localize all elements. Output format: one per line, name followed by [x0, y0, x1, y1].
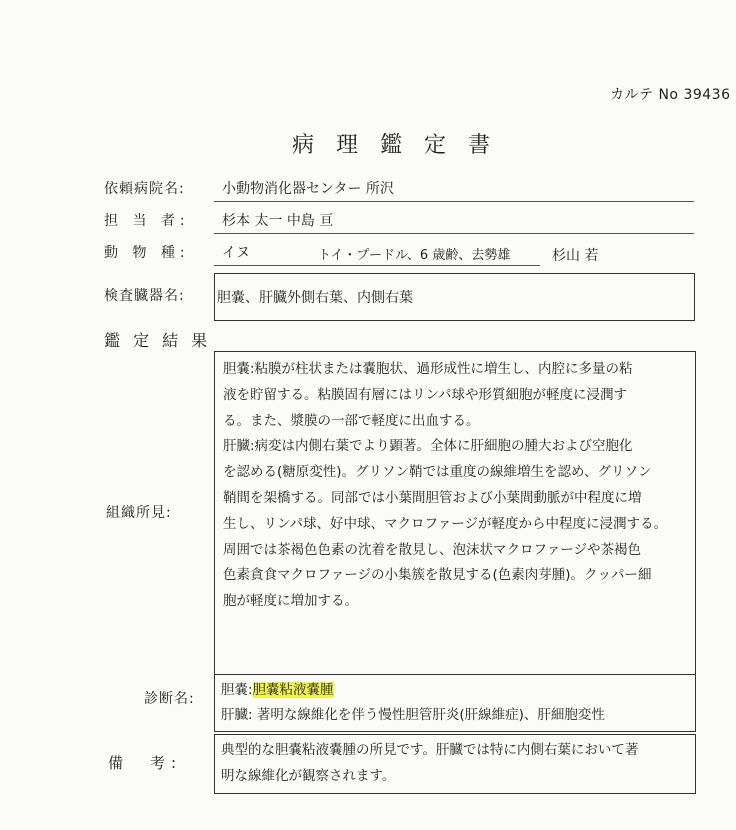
histology-line: 周囲では茶褐色色素の沈着を散見し、泡沫状マクロファージや茶褐色 — [223, 541, 641, 558]
diagnosis-box — [214, 674, 696, 732]
hospital-label: 依頼病院名: — [104, 181, 185, 197]
animal-detail: トイ・プードル、6 歳齢、去勢雄 — [318, 248, 511, 263]
owner-name: 杉山 若 — [552, 248, 599, 264]
doctor-label: 担 当 者: — [104, 213, 190, 229]
organ-box — [214, 273, 695, 321]
chart-number: カルテ No 39436 — [610, 87, 731, 103]
diagnosis-gallbladder — [221, 678, 695, 703]
organ-label: 検査臓器名: — [104, 288, 185, 304]
histology-line: 胆嚢:粘膜が柱状または嚢胞状、過形成性に増生し、内腔に多量の粘 — [223, 361, 633, 377]
doctor-underline — [214, 233, 694, 234]
hospital-underline — [214, 201, 694, 202]
histology-label: 組織所見: — [106, 505, 172, 521]
histology-line: 生し、リンパ球、好中球、マクロファージが軽度から中程度に浸潤する。 — [223, 515, 668, 532]
histology-line: を認める(糖原変性)。グリソン鞘では重度の線維増生を認め、グリソン — [223, 464, 652, 481]
histology-line: 胞が軽度に増加する。 — [223, 593, 358, 610]
document-title: 病理鑑定書 — [292, 133, 513, 158]
histology-line: 液を貯留する。粘膜固有層にはリンパ球や形質細胞が軽度に浸潤す — [223, 386, 628, 403]
histology-box — [214, 351, 696, 675]
hospital-value: 小動物消化器センター 所沢 — [222, 181, 394, 197]
diagnosis-gb-prefix: 胆嚢: — [221, 682, 253, 698]
doctor-value: 杉本 太一 中島 亘 — [222, 213, 334, 229]
species-label: 動 物 種: — [104, 245, 190, 261]
results-heading: 鑑 定 結 果 — [104, 331, 212, 350]
organ-value: 胆嚢、肝臓外側右葉、内側右葉 — [217, 290, 413, 306]
diagnosis-gb-value: 胆嚢粘液嚢腫 — [252, 682, 334, 698]
histology-line: る。また、漿膜の一部で軽度に出血する。 — [223, 412, 480, 429]
remarks-line: 明な線維化が観察されます。 — [221, 767, 396, 784]
remarks-label: 備 考: — [108, 754, 183, 772]
histology-line: 鞘間を架橋する。同部では小葉間胆管および小葉間動脈が中程度に増 — [223, 489, 642, 506]
diagnosis-label: 診断名: — [144, 691, 195, 707]
remarks-box — [214, 734, 696, 794]
histology-line: 肝臓:病変は内側右葉でより顕著。全体に肝細胞の腫大および空胞化 — [223, 438, 633, 455]
diagnosis-liver: 肝臓: 著明な線維化を伴う慢性胆管肝炎(肝線維症)、肝細胞変性 — [221, 707, 605, 723]
species-value: イヌ — [222, 245, 250, 261]
remarks-line: 典型的な胆嚢粘液嚢腫の所見です。肝臓では特に内側右葉において著 — [221, 742, 639, 758]
species-underline — [214, 265, 540, 266]
histology-line: 色素貪食マクロファージの小集簇を散見する(色素肉芽腫)。クッパー細 — [223, 567, 652, 584]
